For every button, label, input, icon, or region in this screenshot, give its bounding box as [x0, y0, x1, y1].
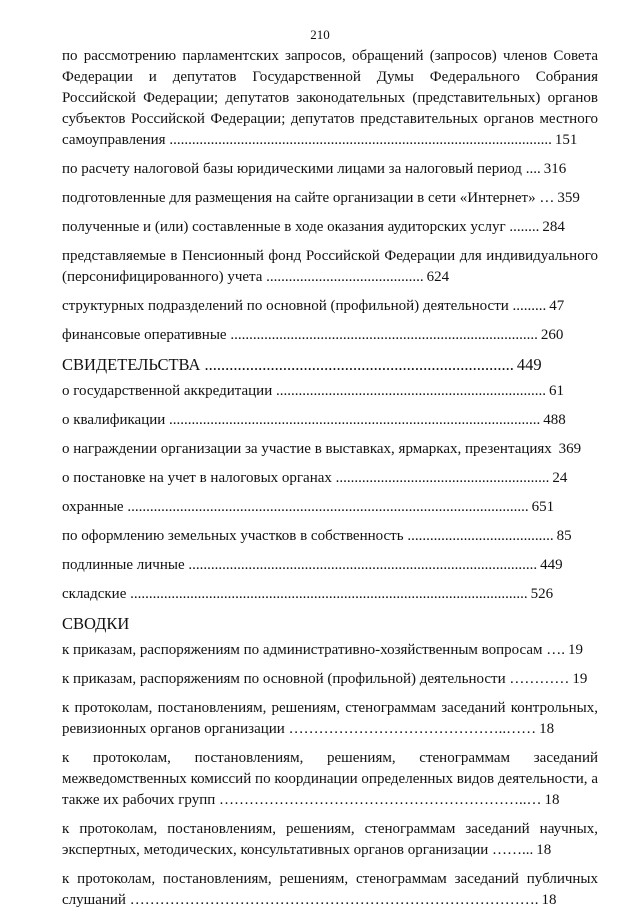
entry-page-number: 18 — [544, 792, 560, 808]
entry-text: о награждении организации за участие в выставках, ярмарках, презентациях — [62, 441, 552, 457]
entry-text: о постановке на учет в налоговых органах — [62, 470, 332, 486]
dot-leader: .... — [525, 161, 541, 177]
entry-page-number: 85 — [556, 528, 572, 544]
index-entry — [62, 381, 598, 402]
entry-page-number: 449 — [516, 355, 542, 374]
entry-page-number: 18 — [539, 721, 555, 737]
entry-page-number: 47 — [549, 298, 565, 314]
index-entry — [62, 669, 598, 690]
entry-text: СВОДКИ — [62, 614, 130, 633]
entry-page-number: 526 — [530, 586, 554, 602]
index-entry — [62, 46, 598, 151]
dot-leader: ……………………………………..…… — [288, 721, 537, 737]
entry-page-number: 19 — [572, 671, 588, 687]
dot-leader: ......... — [512, 298, 547, 314]
dot-leader: ...................................................................................................... — [169, 132, 552, 148]
dot-leader: ......................................................... — [335, 470, 550, 486]
entry-text: охранные — [62, 499, 124, 515]
dot-leader: ……………………………………………………..… — [219, 792, 542, 808]
entry-page-number: 19 — [568, 642, 584, 658]
dot-leader: ........................................................................ — [275, 383, 546, 399]
dot-leader: … — [539, 190, 555, 206]
index-entry — [62, 246, 598, 288]
entry-page-number: 151 — [554, 132, 578, 148]
entry-page-number: 18 — [536, 842, 552, 858]
index-entry — [62, 584, 598, 605]
entry-text: о квалификации — [62, 412, 166, 428]
entry-text: подлинные личные — [62, 557, 185, 573]
dot-leader: ………… — [509, 671, 570, 687]
dot-leader: ........................................................................................................... — [127, 499, 529, 515]
entry-page-number: 24 — [552, 470, 568, 486]
entry-page-number: 488 — [543, 412, 566, 428]
dot-leader: ………………………………………………………………………. — [129, 892, 539, 908]
entry-text: СВИДЕТЕЛЬСТВА — [62, 355, 201, 374]
index-entry — [62, 555, 598, 576]
entry-text: полученные и (или) составленные в ходе оказания аудиторских услуг — [62, 219, 506, 235]
index-entry — [62, 159, 598, 180]
dot-leader: .......................................... — [266, 269, 424, 285]
entry-text: подготовленные для размещения на сайте организации в сети «Интернет» — [62, 190, 536, 206]
section-heading — [62, 613, 598, 634]
entry-page-number: 624 — [426, 269, 450, 285]
dot-leader: …. — [546, 642, 566, 658]
index-entry — [62, 748, 598, 811]
entry-text: к протоколам, постановлениям, решениям, стенограммам заседаний контрольных, ревизионных органов организации — [62, 700, 598, 737]
entry-page-number: 61 — [548, 383, 564, 399]
entry-text: финансовые оперативные — [62, 327, 227, 343]
index-entry — [62, 217, 598, 238]
dot-leader: ........ — [509, 219, 540, 235]
entry-text: по оформлению земельных участков в собственность — [62, 528, 404, 544]
entry-text: к приказам, распоряжениям по административно-хозяйственным вопросам — [62, 642, 543, 658]
dot-leader: .......................................................................................................... — [130, 586, 528, 602]
section-heading — [62, 354, 598, 375]
entry-page-number: 284 — [542, 219, 565, 235]
entry-page-number: 359 — [557, 190, 580, 206]
entry-text: представляемые в Пенсионный фонд Российской Федерации для индивидуального (персонифицированного) учета — [62, 248, 598, 285]
index-entry — [62, 410, 598, 431]
index-entry — [62, 698, 598, 740]
page-number: 210 — [310, 27, 330, 42]
index-entry — [62, 325, 598, 346]
entry-text: о государственной аккредитации — [62, 383, 273, 399]
entry-text: к протоколам, постановлениям, решениям, стенограммам заседаний научных, экспертных, методических, консультативных органов организации — [62, 821, 598, 858]
entry-text: структурных подразделений по основной (профильной) деятельности — [62, 298, 509, 314]
index-entry — [62, 296, 598, 317]
entry-page-number: 449 — [540, 557, 563, 573]
index-entry — [62, 468, 598, 489]
index-entries — [62, 46, 598, 919]
dot-leader: ........................................................................... — [204, 355, 514, 374]
dot-leader: ....................................... — [407, 528, 554, 544]
entry-page-number: 260 — [540, 327, 564, 343]
entry-text: по рассмотрению парламентских запросов, обращений (запросов) членов Совета Федерации и депутатов Государственной Думы Федерального Собрания Российской Федерации; депутатов законодательных (представительных) органов субъектов Российской Федерации; депутатов представительных органов местного самоуправления — [62, 48, 598, 148]
index-entry — [62, 497, 598, 518]
entry-text: складские — [62, 586, 127, 602]
entry-page-number: 651 — [531, 499, 555, 515]
entry-page-number: 316 — [543, 161, 567, 177]
dot-leader: ............................................................................................. — [188, 557, 538, 573]
entry-text: к протоколам, постановлениям, решениям, стенограммам заседаний межведомственных комиссий по координации определенных видов деятельности, а также их рабочих групп — [62, 750, 598, 808]
entry-text: по расчету налоговой базы юридическими лицами за налоговый период — [62, 161, 522, 177]
index-entry — [62, 439, 598, 460]
index-entry — [62, 526, 598, 547]
entry-text: к протоколам, постановлениям, решениям, стенограммам заседаний публичных слушаний — [62, 871, 598, 908]
dot-leader: ……... — [492, 842, 534, 858]
index-entry — [62, 640, 598, 661]
index-entry — [62, 188, 598, 209]
entry-page-number: 18 — [541, 892, 557, 908]
dot-leader: ................................................................................................... — [169, 412, 541, 428]
index-entry — [62, 819, 598, 861]
dot-leader: .................................................................................. — [230, 327, 538, 343]
entry-text: к приказам, распоряжениям по основной (профильной) деятельности — [62, 671, 506, 687]
entry-page-number: 369 — [558, 441, 582, 457]
